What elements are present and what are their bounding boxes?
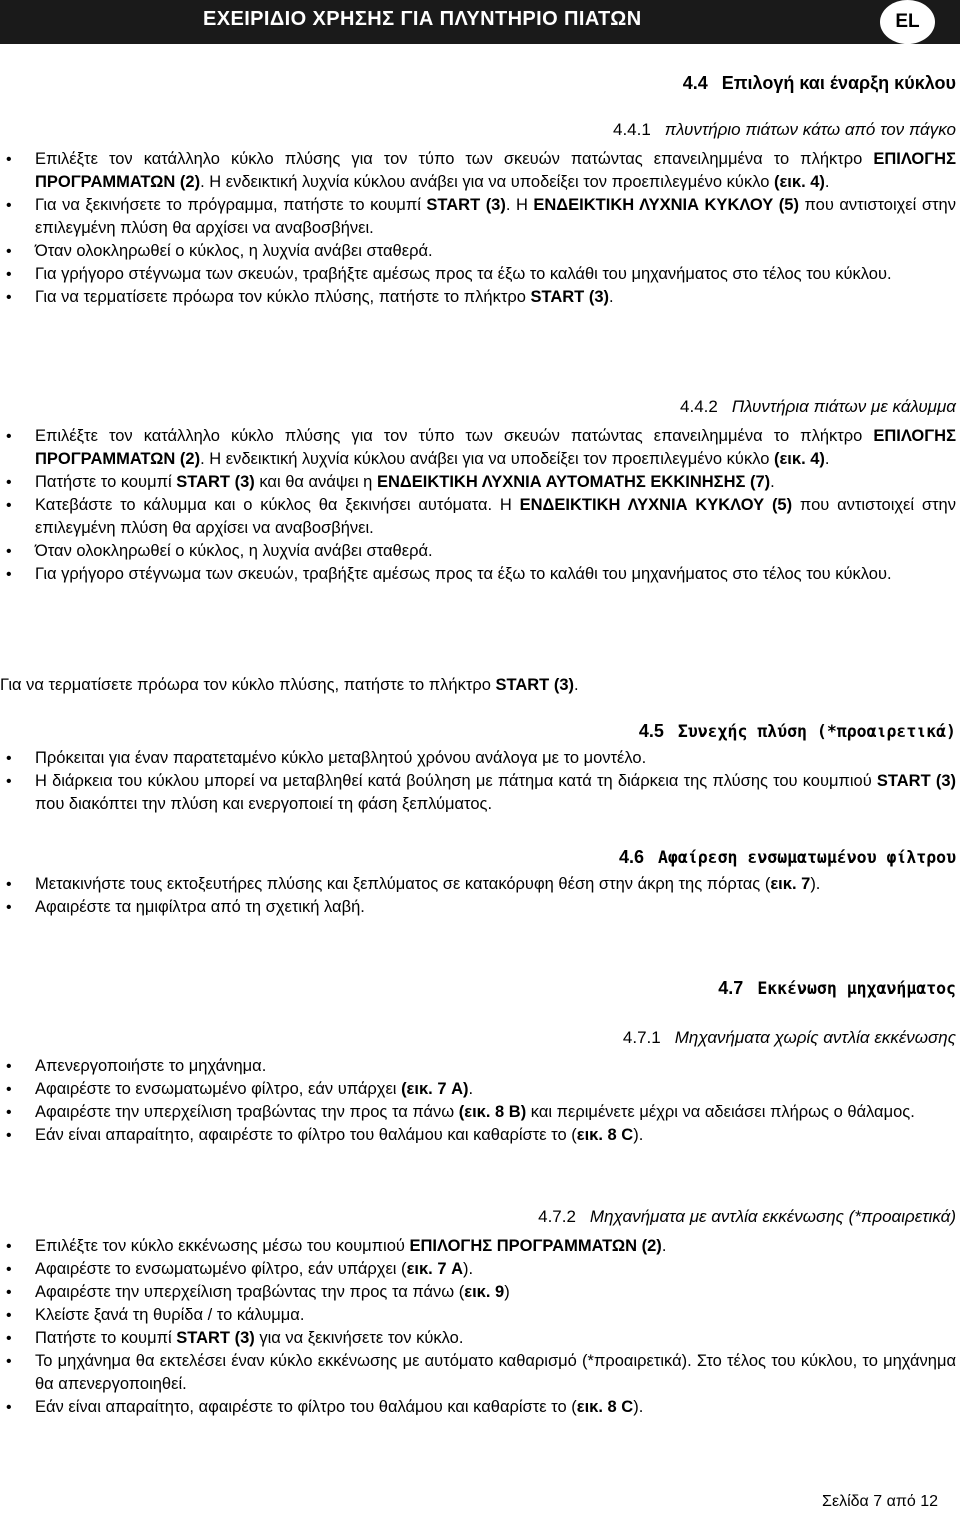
subsection-heading-4-7-1: 4.7.1 Μηχανήματα χωρίς αντλία εκκένωσης	[622, 1028, 956, 1047]
section-heading-4-6: 4.6 Αφαίρεση ενσωματωμένου φίλτρου	[618, 847, 956, 867]
document-title: ΕΧΕΙΡΙΔΙΟ ΧΡΗΣΗΣ ΓΙΑ ΠΛΥΝΤΗΡΙΟ ΠΙΑΤΩΝ	[203, 8, 642, 30]
list-item: • Επιλέξτε τον κατάλληλο κύκλο πλύσης για τον τύπο των σκευών πατώντας επανειλημμένα το πλήκτρο ΕΠΙΛΟΓΗΣ ΠΡΟΓΡΑΜΜΑΤΩΝ (2). Η ενδεικτική λυχνία κύκλου ανάβει για να υποδείξει τον προεπιλεγμένο κύκλο (εικ. 4).	[0, 425, 960, 471]
language-badge	[880, 0, 935, 44]
subsection-heading-4-4-1: 4.4.1 πλυντήριο πιάτων κάτω από τον πάγκο	[612, 120, 956, 139]
list-item: • Για γρήγορο στέγνωμα των σκευών, τραβήξτε αμέσως προς τα έξω το καλάθι του μηχανήματος στο τέλος του κύκλου.	[0, 263, 960, 286]
list-item: • Πατήστε το κουμπί START (3) και θα ανάψει η ΕΝΔΕΙΚΤΙΚΗ ΛΥΧΝΙΑ ΑΥΤΟΜΑΤΗΣ ΕΚΚΙΝΗΣΗΣ (7).	[0, 471, 960, 494]
list-item: • Πρόκειται για έναν παρατεταμένο κύκλο μεταβλητού χρόνου ανάλογα με το μοντέλο.	[0, 747, 960, 770]
list-4-4-1	[0, 148, 960, 309]
list-4-7-1	[0, 1055, 960, 1147]
list-item: • Αφαιρέστε τα ημιφίλτρα από τη σχετική λαβή.	[0, 896, 960, 919]
section-heading-4-5: 4.5 Συνεχής πλύση (*προαιρετικά)	[638, 721, 956, 741]
list-item: • Επιλέξτε τον κατάλληλο κύκλο πλύσης για τον τύπο των σκευών πατώντας επανειλημμένα το πλήκτρο ΕΠΙΛΟΓΗΣ ΠΡΟΓΡΑΜΜΑΤΩΝ (2). Η ενδεικτική λυχνία κύκλου ανάβει για να υποδείξει τον προεπιλεγμένο κύκλο (εικ. 4).	[0, 148, 960, 194]
list-item: • Η διάρκεια του κύκλου μπορεί να μεταβληθεί κατά βούληση με πάτημα κατά τη διάρκεια της πλύσης του κουμπιού START (3) που διακόπτει την πλύση και ενεργοποιεί τη φάση ξεπλύματος.	[0, 770, 960, 816]
section-heading-4-7: 4.7 Εκκένωση μηχανήματος	[718, 978, 956, 998]
subsection-heading-4-4-2: 4.4.2 Πλυντήρια πιάτων με κάλυμμα	[680, 397, 956, 416]
page-number: Σελίδα 7 από 12	[822, 1493, 938, 1510]
list-item: • Για γρήγορο στέγνωμα των σκευών, τραβήξτε αμέσως προς τα έξω το καλάθι του μηχανήματος στο τέλος του κύκλου.	[0, 563, 960, 586]
list-item: • Το μηχάνημα θα εκτελέσει έναν κύκλο εκκένωσης με αυτόματο καθαρισμό (*προαιρετικά). Στο τέλος του κύκλου, το μηχάνημα θα απενεργοποιηθεί.	[0, 1350, 960, 1396]
list-item: • Όταν ολοκληρωθεί ο κύκλος, η λυχνία ανάβει σταθερά.	[0, 540, 960, 563]
list-item: • Κλείστε ξανά τη θυρίδα / το κάλυμμα.	[0, 1304, 960, 1327]
list-item: • Απενεργοποιήστε το μηχάνημα.	[0, 1055, 960, 1078]
paragraph-early-stop: Για να τερματίσετε πρόωρα τον κύκλο πλύσης, πατήστε το πλήκτρο START (3).	[0, 676, 579, 694]
list-item: • Εάν είναι απαραίτητο, αφαιρέστε το φίλτρο του θαλάμου και καθαρίστε το (εικ. 8 C).	[0, 1396, 960, 1419]
list-item: • Όταν ολοκληρωθεί ο κύκλος, η λυχνία ανάβει σταθερά.	[0, 240, 960, 263]
language-code: EL	[895, 11, 920, 32]
list-item: • Αφαιρέστε την υπερχείλιση τραβώντας την προς τα πάνω (εικ. 8 B) και περιμένετε μέχρι να αδειάσει πλήρως ο θάλαμος.	[0, 1101, 960, 1124]
list-item: • Για να ξεκινήσετε το πρόγραμμα, πατήστε το κουμπί START (3). Η ΕΝΔΕΙΚΤΙΚΗ ΛΥΧΝΙΑ ΚΥΚΛΟΥ (5) που αντιστοιχεί στην επιλεγμένη πλύση θα αρχίσει να αναβοσβήνει.	[0, 194, 960, 240]
subsection-heading-4-7-2: 4.7.2 Μηχανήματα με αντλία εκκένωσης (*προαιρετικά)	[538, 1207, 956, 1226]
list-item: • Αφαιρέστε το ενσωματωμένο φίλτρο, εάν υπάρχει (εικ. 7 A).	[0, 1258, 960, 1281]
list-item: • Πατήστε το κουμπί START (3) για να ξεκινήσετε τον κύκλο.	[0, 1327, 960, 1350]
list-item: • Εάν είναι απαραίτητο, αφαιρέστε το φίλτρο του θαλάμου και καθαρίστε το (εικ. 8 C).	[0, 1124, 960, 1147]
list-4-6	[0, 873, 960, 919]
section-heading-4-4: 4.4 Επιλογή και έναρξη κύκλου	[682, 73, 956, 93]
list-4-4-2	[0, 425, 960, 586]
list-item: • Αφαιρέστε την υπερχείλιση τραβώντας την προς τα πάνω (εικ. 9)	[0, 1281, 960, 1304]
list-item: • Αφαιρέστε το ενσωματωμένο φίλτρο, εάν υπάρχει (εικ. 7 A).	[0, 1078, 960, 1101]
list-item: • Μετακινήστε τους εκτοξευτήρες πλύσης και ξεπλύματος σε κατακόρυφη θέση στην άκρη της πόρτας (εικ. 7).	[0, 873, 960, 896]
page-header	[0, 0, 960, 44]
list-item: • Επιλέξτε τον κύκλο εκκένωσης μέσω του κουμπιού ΕΠΙΛΟΓΗΣ ΠΡΟΓΡΑΜΜΑΤΩΝ (2).	[0, 1235, 960, 1258]
list-4-7-2	[0, 1235, 960, 1419]
list-item: • Για να τερματίσετε πρόωρα τον κύκλο πλύσης, πατήστε το πλήκτρο START (3).	[0, 286, 960, 309]
list-item: • Κατεβάστε το κάλυμμα και ο κύκλος θα ξεκινήσει αυτόματα. Η ΕΝΔΕΙΚΤΙΚΗ ΛΥΧΝΙΑ ΚΥΚΛΟΥ (5) που αντιστοιχεί στην επιλεγμένη πλύση θα αρχίσει να αναβοσβήνει.	[0, 494, 960, 540]
list-4-5	[0, 747, 960, 816]
